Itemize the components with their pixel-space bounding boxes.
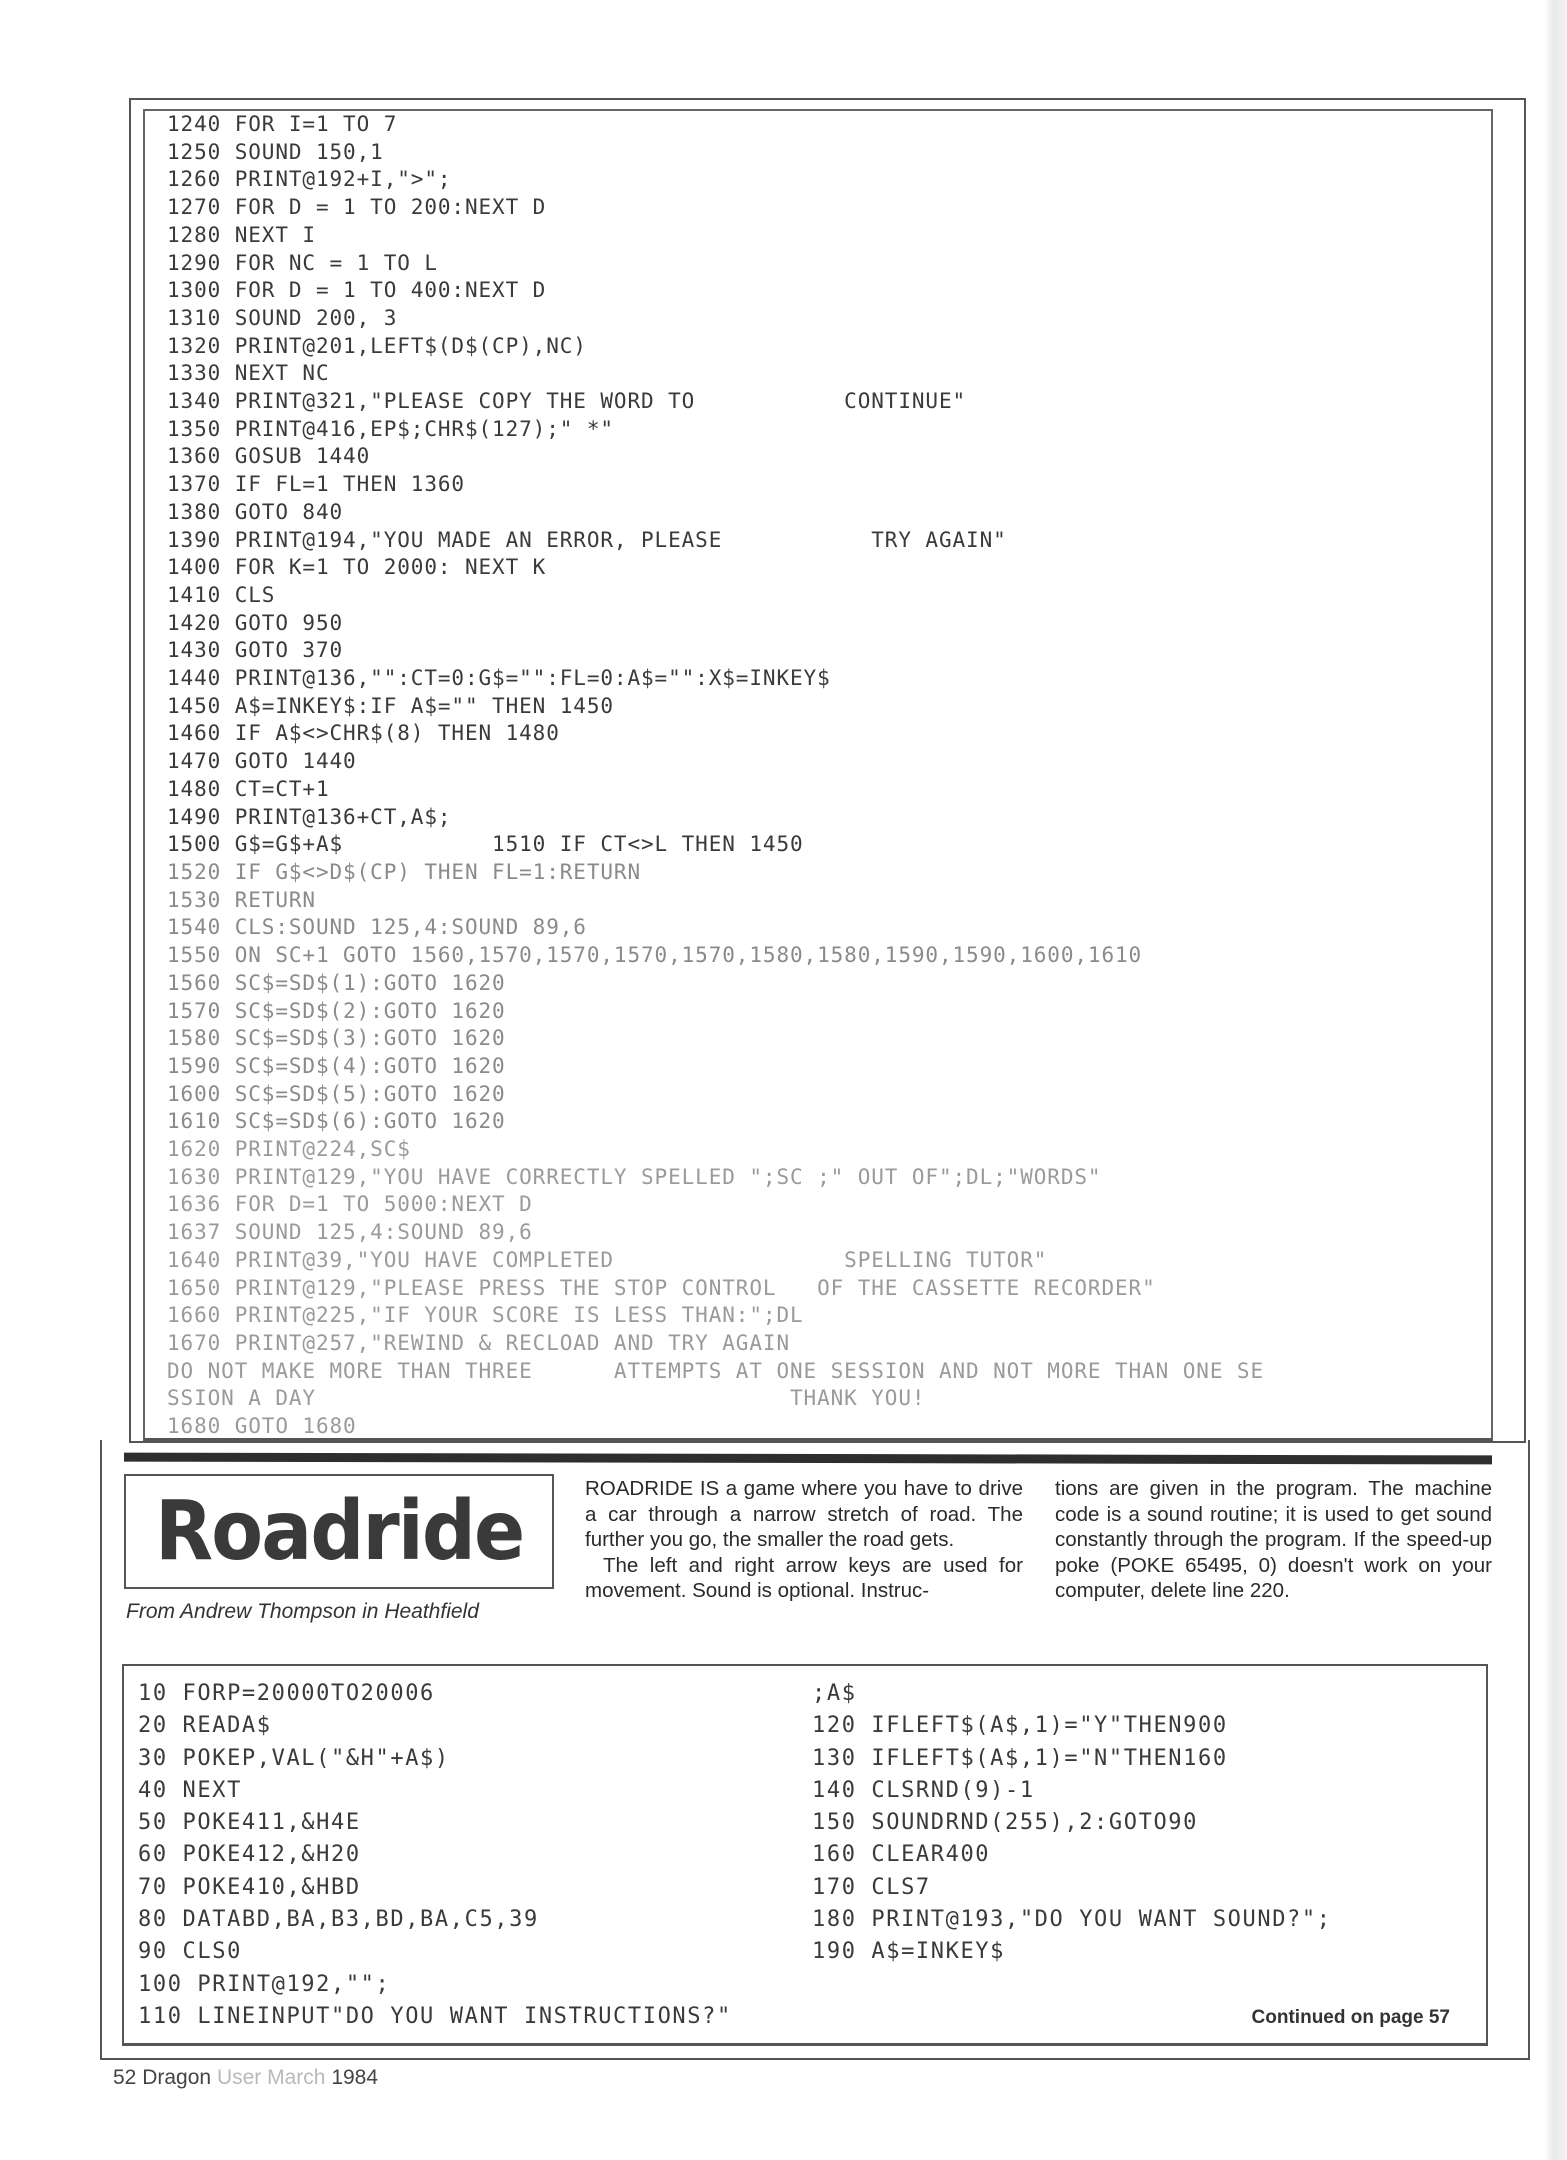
code-line: 1470 GOTO 1440	[167, 749, 357, 774]
code-line: 170 CLS7	[812, 1874, 931, 1900]
publication-year: 1984	[331, 2066, 379, 2089]
code-line: 140 CLSRND(9)-1	[812, 1777, 1035, 1803]
code-line: 1340 PRINT@321,"PLEASE COPY THE WORD TO CONTINUE"	[167, 389, 967, 414]
code-line: 1637 SOUND 125,4:SOUND 89,6	[167, 1220, 533, 1245]
code-line: 1560 SC$=SD$(1):GOTO 1620	[167, 970, 506, 995]
code-line: 1300 FOR D = 1 TO 400:NEXT D	[167, 278, 547, 303]
page-edge-shadow	[1545, 0, 1567, 2160]
code-line: 120 IFLEFT$(A$,1)="Y"THEN900	[812, 1713, 1228, 1739]
code-line: 1450 A$=INKEY$:IF A$="" THEN 1450	[167, 693, 614, 718]
code-line: ;A$	[812, 1681, 857, 1706]
code-line: 40 NEXT	[138, 1777, 242, 1803]
continued-note: Continued on page 57	[1251, 2007, 1450, 2028]
code-line: 1400 FOR K=1 TO 2000: NEXT K	[167, 555, 547, 580]
code-line: 1290 FOR NC = 1 TO L	[167, 250, 438, 275]
code-line: 150 SOUNDRND(255),2:GOTO90	[812, 1810, 1198, 1836]
code-line: 10 FORP=20000TO20006	[138, 1681, 435, 1706]
code-line: 1250 SOUND 150,1	[167, 139, 384, 164]
code-line: 1240 FOR I=1 TO 7	[167, 112, 398, 136]
code-line: 1380 GOTO 840	[167, 499, 344, 524]
article-title: Roadride	[154, 1484, 524, 1579]
code-line: 1330 NEXT NC	[167, 361, 330, 386]
code-line: 1440 PRINT@136,"":CT=0:G$="":FL=0:A$="":X$=INKEY$	[167, 666, 831, 691]
code-line: 1480 CT=CT+1	[167, 776, 330, 801]
code-line: 1370 IF FL=1 THEN 1360	[167, 472, 465, 497]
paragraph: ROADRIDE IS a game where you have to drive a car through a narrow stretch of road. The further you go, the smaller the road gets.	[585, 1477, 1023, 1552]
code-line: 1630 PRINT@129,"YOU HAVE CORRECTLY SPELLED ";SC ;" OUT OF";DL;"WORDS"	[167, 1164, 1102, 1189]
code-line: 80 DATABD,BA,B3,BD,BA,C5,39	[138, 1907, 539, 1933]
code-line: 130 IFLEFT$(A$,1)="N"THEN160	[812, 1745, 1228, 1771]
code-line: 1600 SC$=SD$(5):GOTO 1620	[167, 1081, 506, 1106]
code-line: 1520 IF G$<>D$(CP) THEN FL=1:RETURN	[167, 859, 642, 884]
code-line: 1590 SC$=SD$(4):GOTO 1620	[167, 1053, 506, 1078]
code-line: 1670 PRINT@257,"REWIND & RECLOAD AND TRY AGAIN	[167, 1330, 790, 1355]
code-line: 1410 CLS	[167, 582, 276, 607]
code-line: 1500 G$=G$+A$ 1510 IF CT<>L THEN 1450	[167, 832, 804, 857]
code-line: 190 A$=INKEY$	[812, 1939, 1005, 1965]
roadride-listing-left	[138, 1678, 732, 2033]
paragraph: tions are given in the program. The machine code is a sound routine; it is used to get sound constantly through the program. If the speed-up poke (POKE 65495, 0) doesn't work on your computer, delete line 220.	[1055, 1477, 1492, 1603]
code-line: 20 READA$	[138, 1713, 272, 1739]
code-line: 1490 PRINT@136+CT,A$;	[167, 804, 452, 829]
code-line: 70 POKE410,&HBD	[138, 1874, 361, 1900]
article-column-2	[1055, 1476, 1492, 1604]
roadride-listing-right	[812, 1678, 1332, 1969]
code-line: 90 CLS0	[138, 1939, 242, 1965]
code-line: 1350 PRINT@416,EP$;CHR$(127);" *"	[167, 416, 614, 441]
code-line: 100 PRINT@192,"";	[138, 1971, 391, 1997]
code-line: 1430 GOTO 370	[167, 638, 344, 663]
code-line: 50 POKE411,&H4E	[138, 1810, 361, 1836]
code-line: 1540 CLS:SOUND 125,4:SOUND 89,6	[167, 915, 587, 940]
code-line: 1530 RETURN	[167, 887, 316, 912]
article-column-1	[585, 1476, 1023, 1604]
code-line: 1580 SC$=SD$(3):GOTO 1620	[167, 1026, 506, 1051]
roadride-listing-box	[122, 1664, 1488, 2046]
code-line: 1390 PRINT@194,"YOU MADE AN ERROR, PLEASE TRY AGAIN"	[167, 527, 1007, 552]
code-line: 160 CLEAR400	[812, 1842, 991, 1868]
code-line: 1270 FOR D = 1 TO 200:NEXT D	[167, 195, 547, 220]
article-byline: From Andrew Thompson in Heathfield	[126, 1600, 479, 1623]
code-line: 1660 PRINT@225,"IF YOUR SCORE IS LESS THAN:";DL	[167, 1303, 804, 1328]
article-title-box	[124, 1474, 554, 1589]
code-line: 1320 PRINT@201,LEFT$(D$(CP),NC)	[167, 333, 587, 358]
code-line: 1280 NEXT I	[167, 222, 316, 247]
code-line: 1610 SC$=SD$(6):GOTO 1620	[167, 1109, 506, 1134]
code-line: 1636 FOR D=1 TO 5000:NEXT D	[167, 1192, 533, 1217]
code-line: 1680 GOTO 1680	[167, 1414, 357, 1439]
code-line: 180 PRINT@193,"DO YOU WANT SOUND?";	[812, 1907, 1332, 1933]
code-line: 1650 PRINT@129,"PLEASE PRESS THE STOP CONTROL OF THE CASSETTE RECORDER"	[167, 1275, 1156, 1300]
code-line: 30 POKEP,VAL("&H"+A$)	[138, 1745, 450, 1771]
code-line: 1620 PRINT@224,SC$	[167, 1137, 411, 1162]
page-number: 52	[113, 2066, 137, 2089]
publication-issue-obscured: User March	[216, 2066, 326, 2089]
code-line: 1570 SC$=SD$(2):GOTO 1620	[167, 998, 506, 1023]
code-line: 1420 GOTO 950	[167, 610, 344, 635]
code-line: 1260 PRINT@192+I,">";	[167, 167, 452, 192]
page-footer	[113, 2066, 378, 2090]
spelling-tutor-listing	[167, 111, 1264, 1441]
listing-inner-frame	[143, 109, 1493, 1441]
code-line: 1550 ON SC+1 GOTO 1560,1570,1570,1570,1570,1580,1580,1590,1590,1600,1610	[167, 943, 1143, 968]
code-line: 1360 GOSUB 1440	[167, 444, 371, 469]
code-line: 60 POKE412,&H20	[138, 1842, 361, 1868]
code-line: DO NOT MAKE MORE THAN THREE ATTEMPTS AT ONE SESSION AND NOT MORE THAN ONE SE	[167, 1358, 1264, 1383]
code-line: 1640 PRINT@39,"YOU HAVE COMPLETED SPELLING TUTOR"	[167, 1247, 1048, 1272]
paragraph: The left and right arrow keys are used for movement. Sound is optional. Instruc-	[585, 1553, 1023, 1603]
code-line: 1460 IF A$<>CHR$(8) THEN 1480	[167, 721, 560, 746]
publication-name: Dragon	[142, 2066, 212, 2089]
code-line: SSION A DAY THANK YOU!	[167, 1386, 926, 1411]
code-line: 110 LINEINPUT"DO YOU WANT INSTRUCTIONS?"	[138, 2003, 732, 2029]
code-line: 1310 SOUND 200, 3	[167, 305, 398, 330]
